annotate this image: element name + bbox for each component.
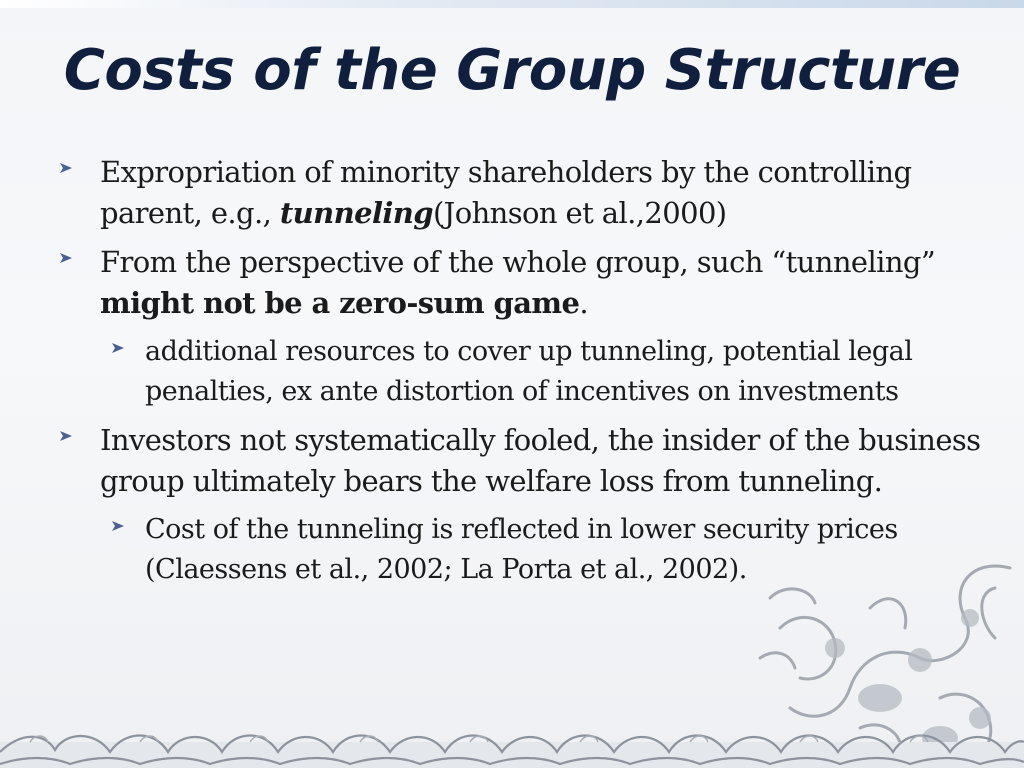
bullet-list (58, 152, 988, 598)
bullet-emphasis-phrase: might not be a zero-sum game (100, 286, 580, 320)
bullet-citation: (Johnson et al.,2000) (432, 196, 727, 230)
bullet-text (100, 155, 911, 230)
slide-title: Costs of the Group Structure (63, 38, 961, 103)
bullet-item-1 (58, 152, 988, 234)
bullet-item-2 (58, 242, 988, 324)
bullet-text-part: . (579, 286, 588, 320)
bullet-text: Investors not systematically fooled, the insider of the business group ultimately bears the welfare loss from tunneling. (100, 423, 981, 498)
arrowhead-bullet-icon (58, 250, 74, 266)
bullet-text (100, 245, 935, 320)
sub-bullet-item-1 (58, 332, 988, 412)
arrowhead-bullet-icon (110, 518, 126, 534)
top-accent-band (0, 0, 1024, 8)
arrowhead-bullet-icon (58, 428, 74, 444)
bullet-text-part: From the perspective of the whole group, such “tunneling” (100, 245, 936, 279)
ocean-waves-decoration-icon (0, 712, 1024, 768)
bullet-item-3 (58, 420, 988, 502)
bullet-text-part: Expropriation of minority shareholders by the controlling parent, e.g., (100, 155, 912, 230)
sub-bullet-item-2 (58, 510, 988, 590)
arrowhead-bullet-icon (110, 340, 126, 356)
bullet-text: Cost of the tunneling is reflected in lower security prices (Claessens et al., 2002; La Porta et al., 2002). (145, 514, 898, 585)
bullet-text: additional resources to cover up tunneling, potential legal penalties, ex ante distortion of incentives on investments (145, 336, 913, 407)
arrowhead-bullet-icon (58, 160, 74, 176)
bullet-emphasis-term: tunneling (279, 196, 433, 230)
